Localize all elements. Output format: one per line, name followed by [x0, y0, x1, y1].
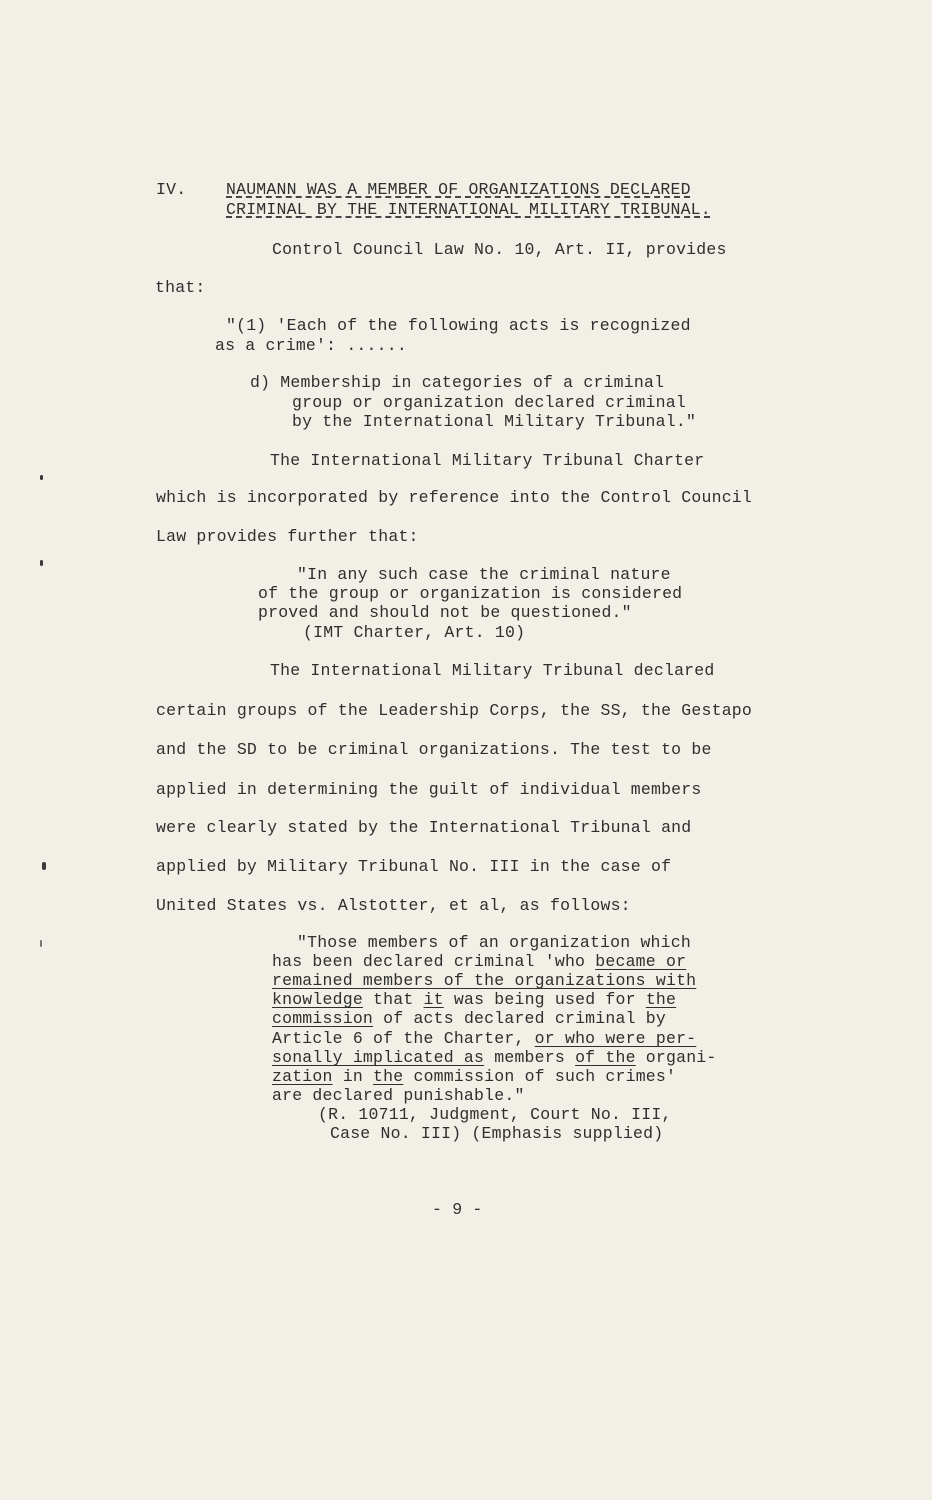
quote-2-citation: (IMT Charter, Art. 10)	[303, 623, 526, 642]
margin-speck	[40, 475, 43, 480]
quote-3-citation-line-1: (R. 10711, Judgment, Court No. III,	[318, 1105, 672, 1124]
section-heading-line-2: CRIMINAL BY THE INTERNATIONAL MILITARY TRIBUNAL.	[226, 200, 711, 219]
paragraph-3-line-4: applied in determining the guilt of individual members	[156, 780, 702, 799]
quote-3-line-4: knowledge that it was being used for the	[272, 990, 677, 1009]
quote-3-line-9: are declared punishable."	[272, 1086, 525, 1105]
quote-3-line-7: sonally implicated as members of the organi-	[272, 1048, 717, 1067]
quote-2-line-3: proved and should not be questioned."	[258, 603, 632, 622]
page-number: - 9 -	[432, 1200, 483, 1219]
paragraph-3-line-3: and the SD to be criminal organizations. The test to be	[156, 740, 712, 759]
paragraph-3-line-2: certain groups of the Leadership Corps, the SS, the Gestapo	[156, 701, 752, 720]
paragraph-3-line-1: The International Military Tribunal declared	[270, 661, 715, 680]
margin-speck	[42, 862, 46, 870]
quote-3-line-6: Article 6 of the Charter, or who were per-	[272, 1029, 697, 1048]
quote-2-line-1: "In any such case the criminal nature	[297, 565, 671, 584]
paragraph-1-line-2: that:	[155, 278, 206, 297]
section-number: IV.	[156, 180, 187, 199]
quote-3-line-2: has been declared criminal 'who became or	[272, 952, 687, 971]
paragraph-3-line-5: were clearly stated by the International Tribunal and	[156, 818, 692, 837]
quote-1-item-d-line-3: by the International Military Tribunal."	[292, 412, 697, 431]
quote-1-line-1: "(1) 'Each of the following acts is recognized	[226, 316, 691, 335]
paragraph-3-line-6: applied by Military Tribunal No. III in the case of	[156, 857, 672, 876]
paragraph-2-line-3: Law provides further that:	[156, 527, 419, 546]
paragraph-2-line-2: which is incorporated by reference into the Control Council	[156, 488, 752, 507]
paragraph-1-line-1: Control Council Law No. 10, Art. II, provides	[272, 240, 727, 259]
quote-3-line-8: zation in the commission of such crimes'	[272, 1067, 677, 1086]
quote-1-item-d-line-2: group or organization declared criminal	[292, 393, 686, 412]
quote-3-citation-line-2: Case No. III) (Emphasis supplied)	[330, 1124, 664, 1143]
quote-1-line-2: as a crime': ......	[215, 336, 407, 355]
quote-3-line-1: "Those members of an organization which	[297, 933, 691, 952]
section-heading-line-1: NAUMANN WAS A MEMBER OF ORGANIZATIONS DECLARED	[226, 180, 691, 199]
paragraph-2-line-1: The International Military Tribunal Charter	[270, 451, 705, 470]
quote-3-line-5: commission of acts declared criminal by	[272, 1009, 666, 1028]
paragraph-3-line-7: United States vs. Alstotter, et al, as follows:	[156, 896, 631, 915]
quote-2-line-2: of the group or organization is considered	[258, 584, 683, 603]
quote-1-item-d-line-1: d) Membership in categories of a criminal	[250, 373, 665, 392]
margin-speck	[40, 940, 42, 947]
margin-speck	[40, 560, 43, 566]
quote-3-line-3: remained members of the organizations with	[272, 971, 697, 990]
